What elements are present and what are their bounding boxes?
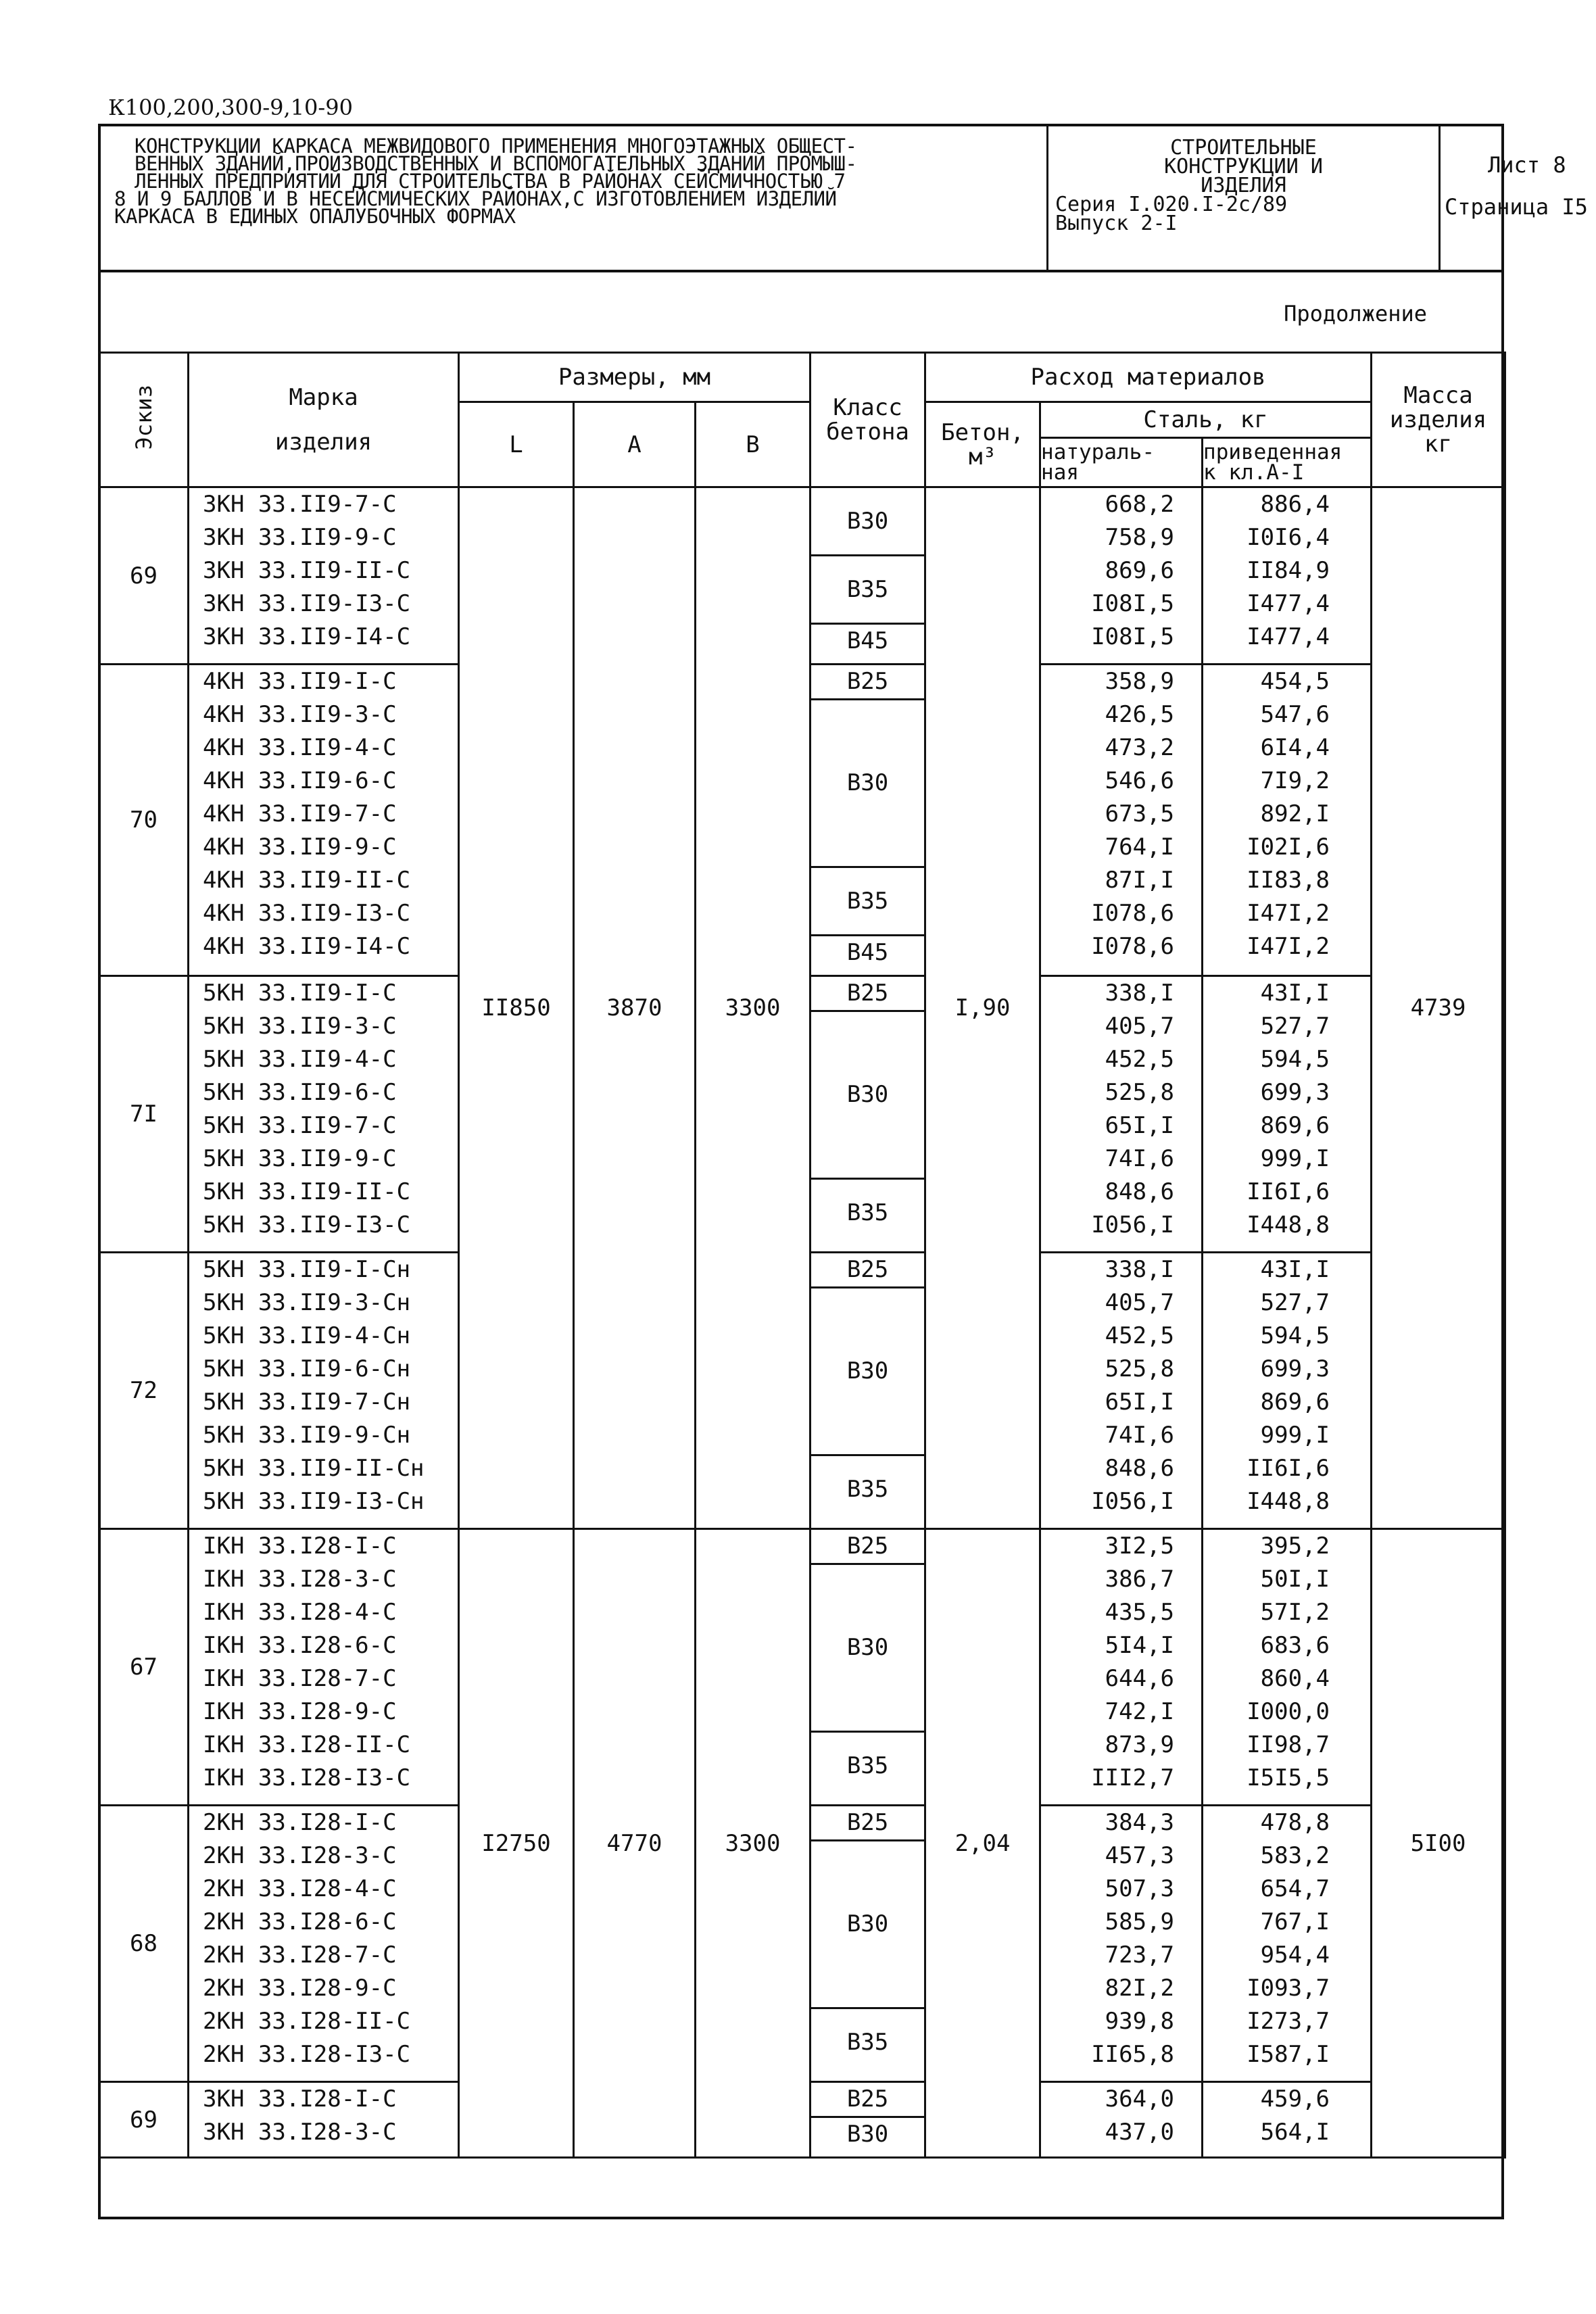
class-cell (811, 1806, 925, 2082)
product-mark: 4КН 33.II9-I4-С (203, 933, 411, 960)
steel-reduced-value: 999,I (1260, 1145, 1330, 1172)
header-materials: Расход материалов (925, 353, 1372, 402)
concrete-class: В25 (846, 1809, 889, 1836)
class-cell (811, 2082, 925, 2158)
steel-reduced-value: 886,4 (1260, 491, 1330, 518)
series-number: Серия I.020.I-2с/89 (1055, 193, 1288, 216)
header-L: L (459, 402, 574, 487)
product-mark: 4КН 33.II9-I3-С (203, 900, 411, 927)
product-mark: 3КН 33.I28-I-С (203, 2086, 397, 2113)
product-mark: 5КН 33.II9-II-С (203, 1178, 411, 1205)
steel-reduced-value: 767,I (1260, 1908, 1330, 1935)
product-mark: 3КН 33.I28-3-С (203, 2119, 397, 2146)
product-mark: 4КН 33.II9-4-С (203, 734, 397, 761)
product-mark: 2КН 33.I28-7-С (203, 1942, 397, 1969)
steel-reduced-value: II98,7 (1247, 1731, 1330, 1758)
product-mark: 3КН 33.II9-I3-С (203, 590, 411, 617)
product-mark: 5КН 33.II9-6-С (203, 1079, 397, 1106)
steel-natural-value: 82I,2 (1105, 1975, 1175, 2002)
steel-reduced-value: 564,I (1260, 2119, 1330, 2146)
product-mark: 2КН 33.I28-I3-С (203, 2041, 411, 2068)
steel-reduced-value: I273,7 (1247, 2008, 1330, 2035)
steel-natural-cell (1040, 487, 1203, 665)
product-mark: 2КН 33.I28-II-С (203, 2008, 411, 2035)
product-mark: 2КН 33.I28-I-С (203, 1809, 397, 1836)
concrete-class: В35 (811, 2007, 924, 2081)
steel-natural-cell (1040, 665, 1203, 976)
steel-natural-value: 457,3 (1105, 1842, 1175, 1869)
concrete-class: В25 (846, 1533, 889, 1560)
steel-natural-value: 848,6 (1105, 1455, 1175, 1482)
product-mark: 3КН 33.II9-7-С (203, 491, 397, 518)
mark-cell (189, 487, 459, 665)
product-mark: IКН 33.I28-6-С (203, 1632, 397, 1659)
steel-natural-value: 848,6 (1105, 1178, 1175, 1205)
concrete-class: В35 (811, 866, 924, 934)
product-mark: 2КН 33.I28-6-С (203, 1908, 397, 1935)
mark-cell (189, 665, 459, 976)
mark-cell (189, 1529, 459, 1806)
steel-reduced-value: 43I,I (1260, 980, 1330, 1007)
product-mark: 3КН 33.II9-I4-С (203, 623, 411, 650)
table-row (99, 487, 1505, 665)
concrete-class: В25 (846, 2086, 889, 2113)
steel-natural-cell (1040, 1253, 1203, 1529)
steel-natural-value: 338,I (1105, 1256, 1175, 1283)
steel-natural-value: 758,9 (1105, 524, 1175, 551)
concrete-class: В45 (811, 934, 924, 975)
class-cell (811, 487, 925, 665)
steel-natural-value: 452,5 (1105, 1046, 1175, 1073)
steel-reduced-value: 999,I (1260, 1422, 1330, 1449)
header-sketch: Эскиз (99, 353, 189, 487)
steel-reduced-cell (1203, 1529, 1372, 1806)
title-description (101, 126, 1048, 270)
steel-reduced-value: 860,4 (1260, 1665, 1330, 1692)
steel-natural-value: 525,8 (1105, 1355, 1175, 1382)
product-mark: 4КН 33.II9-I-С (203, 668, 397, 695)
steel-reduced-value: 683,6 (1260, 1632, 1330, 1659)
steel-reduced-value: I587,I (1247, 2041, 1330, 2068)
concrete-class: В35 (811, 554, 924, 623)
product-mark: 5КН 33.II9-3-Сн (203, 1289, 411, 1316)
sketch-number: 7I (99, 976, 189, 1253)
product-mark: 4КН 33.II9-9-С (203, 834, 397, 861)
table-row (99, 1529, 1505, 1806)
steel-natural-value: 507,3 (1105, 1875, 1175, 1902)
steel-natural-value: 939,8 (1105, 2008, 1175, 2035)
category-line: СТРОИТЕЛЬНЫЕ (1170, 136, 1317, 160)
steel-natural-value: 546,6 (1105, 767, 1175, 794)
product-mark: 5КН 33.II9-I3-С (203, 1211, 411, 1238)
steel-reduced-cell (1203, 1806, 1372, 2082)
mark-cell (189, 1806, 459, 2082)
steel-natural-value: 452,5 (1105, 1322, 1175, 1349)
product-mark: IКН 33.I28-7-С (203, 1665, 397, 1692)
title-line: КАРКАСА В ЕДИНЫХ ОПАЛУБОЧНЫХ ФОРМАХ (114, 205, 516, 228)
steel-natural-value: III2,7 (1091, 1764, 1175, 1791)
concrete-class: В30 (811, 2116, 924, 2156)
steel-reduced-value: 7I9,2 (1260, 767, 1330, 794)
steel-reduced-value: 43I,I (1260, 1256, 1330, 1283)
concrete-class: В30 (811, 1010, 924, 1178)
steel-natural-value: 405,7 (1105, 1289, 1175, 1316)
size-L: II850 (459, 487, 574, 1529)
steel-natural-value: 384,3 (1105, 1809, 1175, 1836)
product-mass: 5I00 (1372, 1529, 1505, 2158)
sketch-number: 69 (99, 2082, 189, 2158)
steel-natural-value: II65,8 (1091, 2041, 1175, 2068)
steel-natural-value: 358,9 (1105, 668, 1175, 695)
concrete-class: В25 (846, 1256, 889, 1283)
steel-reduced-value: 50I,I (1260, 1566, 1330, 1593)
steel-reduced-value: 699,3 (1260, 1355, 1330, 1382)
title-sheet-cell (1441, 126, 1588, 270)
materials-table (98, 352, 1506, 2159)
steel-natural-value: I08I,5 (1091, 623, 1175, 650)
steel-natural-value: 668,2 (1105, 491, 1175, 518)
header-A: A (574, 402, 696, 487)
concrete-class: В35 (811, 1454, 924, 1528)
product-mark: 5КН 33.II9-9-С (203, 1145, 397, 1172)
steel-natural-cell (1040, 2082, 1203, 2158)
sketch-number: 70 (99, 665, 189, 976)
steel-natural-value: 437,0 (1105, 2119, 1175, 2146)
product-mark: 5КН 33.II9-7-Сн (203, 1389, 411, 1416)
header-steel-natural: натураль- ная (1040, 438, 1203, 487)
steel-reduced-value: I093,7 (1247, 1975, 1330, 2002)
product-mark: IКН 33.I28-3-С (203, 1566, 397, 1593)
steel-reduced-value: 594,5 (1260, 1046, 1330, 1073)
header-mass: Масса изделия кг (1372, 353, 1505, 487)
product-mark: 2КН 33.I28-4-С (203, 1875, 397, 1902)
steel-reduced-value: II6I,6 (1247, 1178, 1330, 1205)
steel-natural-value: 473,2 (1105, 734, 1175, 761)
steel-natural-value: 525,8 (1105, 1079, 1175, 1106)
mark-cell (189, 2082, 459, 2158)
product-mark: 5КН 33.II9-4-Сн (203, 1322, 411, 1349)
steel-reduced-value: 869,6 (1260, 1112, 1330, 1139)
steel-natural-value: 764,I (1105, 834, 1175, 861)
product-mark: 5КН 33.II9-3-С (203, 1013, 397, 1040)
title-line: ЛЕННЫХ ПРЕДПРИЯТИЙ ДЛЯ СТРОИТЕЛЬСТВА В РАЙОНАХ СЕЙСМИЧНОСТЬЮ 7 (135, 170, 846, 193)
steel-reduced-value: 583,2 (1260, 1842, 1330, 1869)
product-mark: 4КН 33.II9-6-С (203, 767, 397, 794)
document-code: К100,200,300-9,10-90 (108, 95, 353, 120)
steel-reduced-value: I477,4 (1247, 623, 1330, 650)
steel-reduced-value: I448,8 (1247, 1488, 1330, 1515)
steel-natural-value: 435,5 (1105, 1599, 1175, 1626)
steel-natural-value: 65I,I (1105, 1112, 1175, 1139)
concrete-volume: 2,04 (925, 1529, 1040, 2158)
header-steel: Сталь, кг (1040, 402, 1372, 438)
steel-reduced-value: I448,8 (1247, 1211, 1330, 1238)
steel-natural-value: 405,7 (1105, 1013, 1175, 1040)
steel-reduced-value: 527,7 (1260, 1013, 1330, 1040)
steel-reduced-value: I47I,2 (1247, 933, 1330, 960)
product-mark: 2КН 33.I28-3-С (203, 1842, 397, 1869)
concrete-class: В30 (811, 698, 924, 866)
steel-natural-value: I08I,5 (1091, 590, 1175, 617)
sheet-number: Лист 8 (1488, 152, 1566, 178)
concrete-class: В30 (811, 1563, 924, 1731)
product-mark: IКН 33.I28-I3-С (203, 1764, 411, 1791)
sketch-number: 67 (99, 1529, 189, 1806)
steel-reduced-value: 454,5 (1260, 668, 1330, 695)
product-mark: 5КН 33.II9-I-Сн (203, 1256, 411, 1283)
product-mark: 4КН 33.II9-3-С (203, 701, 397, 728)
product-mark: 5КН 33.II9-6-Сн (203, 1355, 411, 1382)
steel-natural-value: 386,7 (1105, 1566, 1175, 1593)
steel-reduced-cell (1203, 487, 1372, 665)
category-line: КОНСТРУКЦИИ И (1164, 155, 1323, 178)
header-steel-reduced: приведенная к кл.А-I (1203, 438, 1372, 487)
class-cell (811, 1253, 925, 1529)
product-mark: IКН 33.I28-9-С (203, 1698, 397, 1725)
mark-cell (189, 1253, 459, 1529)
product-mark: IКН 33.I28-II-С (203, 1731, 411, 1758)
continuation-label: Продолжение (1284, 301, 1427, 327)
mark-cell (189, 976, 459, 1253)
steel-reduced-value: 395,2 (1260, 1533, 1330, 1560)
product-mark: 5КН 33.II9-7-С (203, 1112, 397, 1139)
steel-reduced-cell (1203, 2082, 1372, 2158)
product-mark: 4КН 33.II9-7-С (203, 800, 397, 827)
steel-reduced-cell (1203, 1253, 1372, 1529)
steel-natural-cell (1040, 1806, 1203, 2082)
steel-natural-value: I056,I (1091, 1211, 1175, 1238)
product-mark: 4КН 33.II9-II-С (203, 867, 411, 894)
steel-reduced-cell (1203, 665, 1372, 976)
steel-reduced-value: 654,7 (1260, 1875, 1330, 1902)
size-A: 3870 (574, 487, 696, 1529)
size-B: 3300 (696, 487, 811, 1529)
steel-natural-value: 74I,6 (1105, 1422, 1175, 1449)
product-mark: IКН 33.I28-I-С (203, 1533, 397, 1560)
concrete-class: В35 (811, 1178, 924, 1251)
header-concrete: Бетон, м³ (925, 402, 1040, 487)
steel-reduced-value: 478,8 (1260, 1809, 1330, 1836)
concrete-volume: I,90 (925, 487, 1040, 1529)
steel-natural-value: I056,I (1091, 1488, 1175, 1515)
steel-natural-value: 3I2,5 (1105, 1533, 1175, 1560)
product-mark: 5КН 33.II9-I3-Сн (203, 1488, 425, 1515)
concrete-class: В30 (811, 1839, 924, 2007)
sketch-number: 72 (99, 1253, 189, 1529)
concrete-class: В30 (846, 508, 889, 535)
title-line: КОНСТРУКЦИИ КАРКАСА МЕЖВИДОВОГО ПРИМЕНЕНИЯ МНОГОЭТАЖНЫХ ОБЩЕСТ- (135, 135, 857, 158)
product-mark: 3КН 33.II9-II-С (203, 557, 411, 584)
steel-reduced-value: 699,3 (1260, 1079, 1330, 1106)
steel-reduced-value: II6I,6 (1247, 1455, 1330, 1482)
steel-natural-value: 87I,I (1105, 867, 1175, 894)
steel-natural-cell (1040, 1529, 1203, 1806)
header-class: Класс бетона (811, 353, 925, 487)
concrete-class: В25 (846, 668, 889, 695)
steel-reduced-value: 459,6 (1260, 2086, 1330, 2113)
steel-reduced-value: II84,9 (1247, 557, 1330, 584)
steel-reduced-value: 547,6 (1260, 701, 1330, 728)
title-block (98, 124, 1588, 272)
steel-natural-value: 585,9 (1105, 1908, 1175, 1935)
class-cell (811, 976, 925, 1253)
product-mark: 5КН 33.II9-I-С (203, 980, 397, 1007)
sketch-number: 69 (99, 487, 189, 665)
steel-natural-value: 65I,I (1105, 1389, 1175, 1416)
steel-natural-value: I078,6 (1091, 933, 1175, 960)
sketch-number: 68 (99, 1806, 189, 2082)
steel-reduced-value: 57I,2 (1260, 1599, 1330, 1626)
steel-reduced-value: I477,4 (1247, 590, 1330, 617)
steel-reduced-value: 954,4 (1260, 1942, 1330, 1969)
steel-natural-value: 873,9 (1105, 1731, 1175, 1758)
steel-reduced-value: 892,I (1260, 800, 1330, 827)
steel-natural-value: 74I,6 (1105, 1145, 1175, 1172)
steel-natural-value: 5I4,I (1105, 1632, 1175, 1659)
product-mark: IКН 33.I28-4-С (203, 1599, 397, 1626)
steel-natural-value: 869,6 (1105, 557, 1175, 584)
steel-reduced-value: I47I,2 (1247, 900, 1330, 927)
steel-reduced-value: I02I,6 (1247, 834, 1330, 861)
category-line: ИЗДЕЛИЯ (1201, 174, 1286, 197)
title-line: 8 И 9 БАЛЛОВ И В НЕСЕЙСМИЧЕСКИХ РАЙОНАХ,С ИЗГОТОВЛЕНИЕМ ИЗДЕЛИЙ (114, 187, 837, 210)
steel-reduced-value: 6I4,4 (1260, 734, 1330, 761)
steel-reduced-value: II83,8 (1247, 867, 1330, 894)
steel-natural-value: 338,I (1105, 980, 1175, 1007)
steel-natural-value: 723,7 (1105, 1942, 1175, 1969)
steel-natural-value: 426,5 (1105, 701, 1175, 728)
steel-reduced-value: I0I6,4 (1247, 524, 1330, 551)
header-B: B (696, 402, 811, 487)
concrete-class: В35 (811, 1731, 924, 1804)
size-B: 3300 (696, 1529, 811, 2158)
concrete-class: В45 (811, 623, 924, 663)
size-L: I2750 (459, 1529, 574, 2158)
steel-reduced-value: 594,5 (1260, 1322, 1330, 1349)
size-A: 4770 (574, 1529, 696, 2158)
concrete-class: В30 (811, 1286, 924, 1454)
steel-natural-value: 644,6 (1105, 1665, 1175, 1692)
title-series-cell (1048, 126, 1441, 270)
issue-number: Выпуск 2-I (1055, 212, 1178, 235)
product-mark: 5КН 33.II9-9-Сн (203, 1422, 411, 1449)
concrete-class: В25 (846, 980, 889, 1007)
product-mark: 5КН 33.II9-4-С (203, 1046, 397, 1073)
product-mark: 5КН 33.II9-II-Сн (203, 1455, 425, 1482)
steel-reduced-value: I5I5,5 (1247, 1764, 1330, 1791)
steel-natural-value: I078,6 (1091, 900, 1175, 927)
steel-natural-value: 742,I (1105, 1698, 1175, 1725)
product-mass: 4739 (1372, 487, 1505, 1529)
steel-natural-cell (1040, 976, 1203, 1253)
class-cell (811, 665, 925, 976)
steel-reduced-cell (1203, 976, 1372, 1253)
title-line: ВЕННЫХ ЗДАНИЙ,ПРОИЗВОДСТВЕННЫХ И ВСПОМОГАТЕЛЬНЫХ ЗДАНИЙ ПРОМЫШ- (135, 152, 857, 175)
steel-natural-value: 364,0 (1105, 2086, 1175, 2113)
header-mark: Марка изделия (189, 353, 459, 487)
product-mark: 2КН 33.I28-9-С (203, 1975, 397, 2002)
class-cell (811, 1529, 925, 1806)
steel-reduced-value: 527,7 (1260, 1289, 1330, 1316)
steel-natural-value: 673,5 (1105, 800, 1175, 827)
steel-reduced-value: 869,6 (1260, 1389, 1330, 1416)
page-number: Страница I5 (1445, 194, 1588, 220)
header-sizes: Размеры, мм (459, 353, 811, 402)
product-mark: 3КН 33.II9-9-С (203, 524, 397, 551)
steel-reduced-value: I000,0 (1247, 1698, 1330, 1725)
